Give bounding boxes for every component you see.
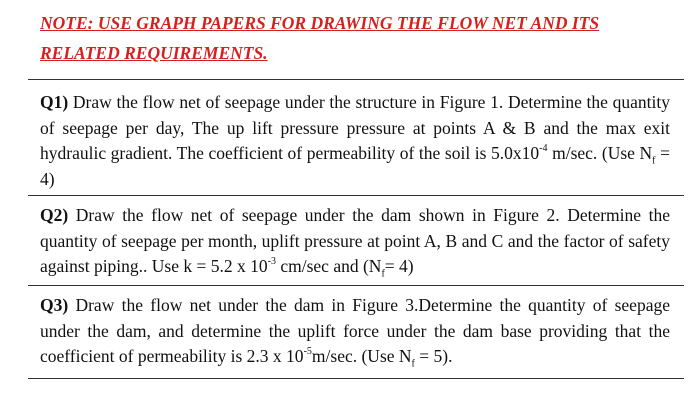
question-3-text-b: m/sec. (Use N [311, 346, 412, 366]
question-2-subscript: f [381, 268, 385, 280]
note-line-1: NOTE: USE GRAPH PAPERS FOR DRAWING THE FLOW NET AND ITS [40, 13, 600, 33]
divider-2 [28, 195, 684, 196]
question-1-text-b: m/sec. (Use N [547, 143, 653, 163]
question-2-text-b: cm/sec and (N [275, 256, 382, 276]
question-3-label: Q3) [40, 295, 69, 315]
question-3-text-a: Draw the flow net under the dam in Figure 3.Determine the quantity of seepage under the dam, and determine the uplift force under the dam base providing that the coefficient of permeability is 2.3 x 10 [40, 295, 670, 366]
note-heading [40, 8, 680, 68]
question-3-exponent: -5 [303, 346, 312, 358]
question-1-subscript: f [652, 155, 656, 167]
question-2-text-a: Draw the flow net of seepage under the dam shown in Figure 2. Determine the quantity of seepage per month, uplift pressure at point A, B and C and the factor of safety against piping.. Use k = 5.2 x 10 [40, 205, 670, 276]
question-2 [40, 203, 670, 280]
divider-3 [28, 285, 684, 286]
question-1-exponent: -4 [539, 143, 548, 155]
note-line-2: RELATED REQUIREMENTS. [40, 43, 268, 63]
question-3 [40, 293, 670, 370]
question-1-text-c: = 4) [40, 143, 670, 189]
question-3-text-c: = 5). [414, 346, 453, 366]
question-1-text-a: Draw the flow net of seepage under the structure in Figure 1. Determine the quantity of seepage per day, The up lift pressure pressure at points A & B and the max exit hydraulic gradient. The coefficient of permeability of the soil is 5.0x10 [40, 92, 670, 163]
question-1 [40, 90, 670, 192]
question-2-exponent: -3 [267, 256, 276, 268]
divider-4 [28, 378, 684, 379]
divider-1 [28, 79, 684, 80]
question-2-text-c: = 4) [384, 256, 414, 276]
question-1-label: Q1) [40, 92, 69, 112]
question-3-subscript: f [411, 358, 415, 370]
question-2-label: Q2) [40, 205, 69, 225]
